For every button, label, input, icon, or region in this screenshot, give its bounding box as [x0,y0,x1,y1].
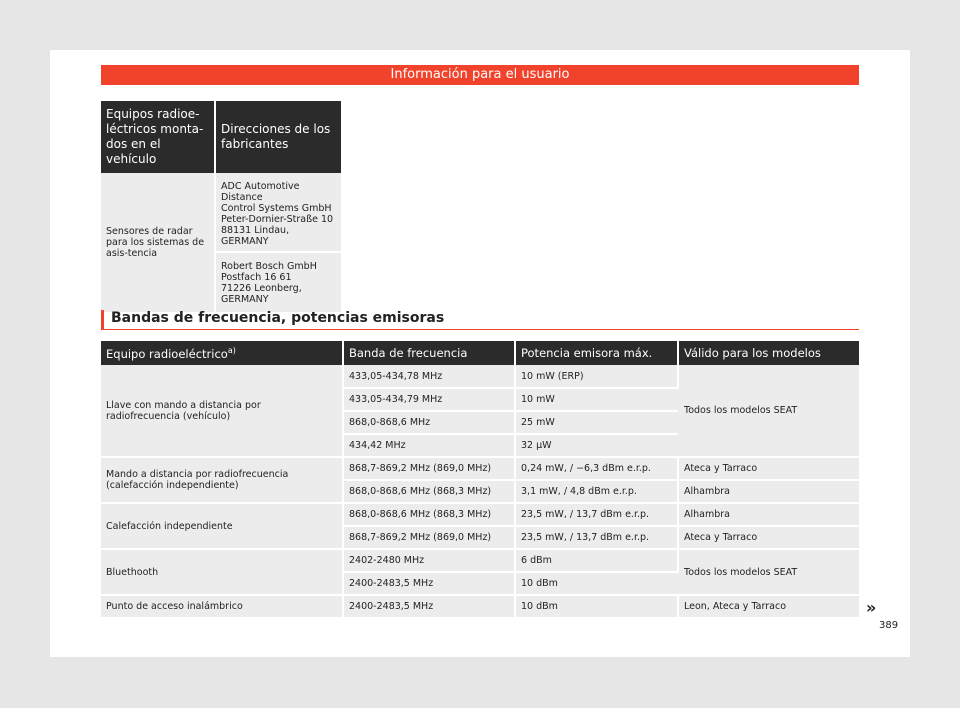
manufacturers-table [101,101,341,314]
banda-cell: 868,0-868,6 MHz (868,3 MHz) [343,480,515,503]
address-line: Control Systems GmbH [221,203,332,214]
potencia-cell: 23,5 mW, / 13,7 dBm e.r.p. [515,526,678,549]
page-header: Información para el usuario [101,65,859,85]
address-bosch [215,252,341,313]
address-line: Peter-Dornier-Straße 10 [221,214,334,225]
equipo-cell: Bluethooth [101,549,343,595]
address-line: 71226 Leonberg, [221,283,302,294]
section-title: Bandas de frecuencia, potencias emisoras [101,310,859,330]
potencia-cell: 32 µW [515,434,678,457]
potencia-cell: 10 dBm [515,595,678,618]
potencia-cell: 23,5 mW, / 13,7 dBm e.r.p. [515,503,678,526]
table-row [101,595,859,618]
header-banda: Banda de frecuencia [343,341,515,365]
frequency-table [101,341,859,619]
continue-icon: » [866,598,877,617]
modelos-cell: Ateca y Tarraco [678,457,859,480]
header-equipo [101,341,343,365]
modelos-cell: Alhambra [678,480,859,503]
page-number: 389 [879,620,899,631]
modelos-cell: Todos los modelos SEAT [678,365,859,457]
banda-cell: 868,0-868,6 MHz [343,411,515,434]
potencia-cell: 10 mW [515,388,678,411]
table-row [101,365,859,388]
address-line: GERMANY [221,294,269,305]
footnote-marker: a) [227,345,236,355]
modelos-cell: Alhambra [678,503,859,526]
potencia-cell: 6 dBm [515,549,678,572]
banda-cell: 868,0-868,6 MHz (868,3 MHz) [343,503,515,526]
table-row [101,549,859,572]
potencia-cell: 25 mW [515,411,678,434]
header-potencia: Potencia emisora máx. [515,341,678,365]
potencia-cell: 3,1 mW, / 4,8 dBm e.r.p. [515,480,678,503]
banda-cell: 868,7-869,2 MHz (869,0 MHz) [343,457,515,480]
header-addresses: Direcciones de los fabricantes [215,101,341,173]
table-row [101,457,859,480]
banda-cell: 434,42 MHz [343,434,515,457]
banda-cell: 868,7-869,2 MHz (869,0 MHz) [343,526,515,549]
equipo-cell: Llave con mando a distancia por radiofrecuencia (vehículo) [101,365,343,457]
equipo-cell: Punto de acceso inalámbrico [101,595,343,618]
address-line: Robert Bosch GmbH [221,261,317,272]
header-modelos: Válido para los modelos [678,341,859,365]
equipo-cell: Mando a distancia por radiofrecuencia (calefacción independiente) [101,457,343,503]
potencia-cell: 10 mW (ERP) [515,365,678,388]
table-row [101,503,859,526]
radar-sensors-label: Sensores de radar para los sistemas de asis-tencia [101,173,215,313]
address-adc [215,173,341,252]
document-page [50,50,910,657]
potencia-cell: 10 dBm [515,572,678,595]
address-line: Postfach 16 61 [221,272,292,283]
modelos-cell: Todos los modelos SEAT [678,549,859,595]
equipo-cell: Calefacción independiente [101,503,343,549]
modelos-cell: Leon, Ateca y Tarraco [678,595,859,618]
address-line: 88131 Lindau, GERMANY [221,225,290,247]
address-line: ADC Automotive Distance [221,181,300,203]
banda-cell: 433,05-434,78 MHz [343,365,515,388]
banda-cell: 433,05-434,79 MHz [343,388,515,411]
banda-cell: 2400-2483,5 MHz [343,595,515,618]
modelos-cell: Ateca y Tarraco [678,526,859,549]
potencia-cell: 0,24 mW, / −6,3 dBm e.r.p. [515,457,678,480]
header-equipo-text: Equipo radioeléctrico [106,346,228,361]
banda-cell: 2400-2483,5 MHz [343,572,515,595]
banda-cell: 2402-2480 MHz [343,549,515,572]
header-equipment: Equipos radioe-léctricos monta-dos en el vehículo [101,101,215,173]
